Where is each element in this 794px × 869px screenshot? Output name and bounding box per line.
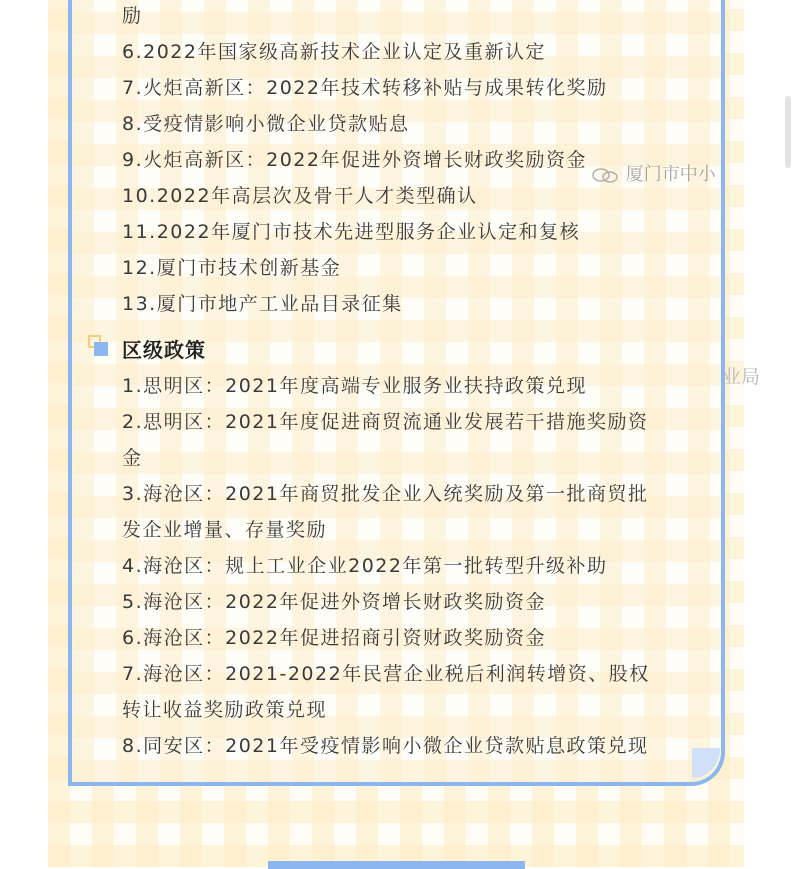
section-marker-icon [88, 335, 110, 357]
list-item: 4.海沧区：规上工业企业2022年第一批转型升级补助 [122, 555, 608, 577]
list-item: 6.2022年国家级高新技术企业认定及重新认定 [122, 41, 546, 63]
list-item: 励 [122, 5, 143, 27]
list-item: 6.海沧区：2022年促进招商引资财政奖励资金 [122, 627, 546, 649]
wechat-logo-icon [590, 166, 620, 184]
list-item: 10.2022年高层次及骨干人才类型确认 [122, 185, 478, 207]
list-item: 金 [122, 447, 143, 469]
list-item: 转让收益奖励政策兑现 [122, 699, 328, 721]
list-item: 发企业增量、存量奖励 [122, 519, 328, 541]
section-title: 区级政策 [122, 338, 206, 362]
scrollbar[interactable] [785, 96, 791, 168]
list-item: 7.火炬高新区：2022年技术转移补贴与成果转化奖励 [122, 77, 608, 99]
list-item: 2.思明区：2021年度促进商贸流通业发展若干措施奖励资 [122, 411, 649, 433]
list-item: 7.海沧区：2021-2022年民营企业税后利润转增资、股权 [122, 663, 650, 685]
list-item: 9.火炬高新区：2022年促进外资增长财政奖励资金 [122, 149, 587, 171]
list-item: 8.受疫情影响小微企业贷款贴息 [122, 113, 410, 135]
watermark-text: 厦门市中小 [625, 164, 716, 185]
list-item: 13.厦门市地产工业品目录征集 [122, 293, 403, 315]
list-item: 11.2022年厦门市技术先进型服务企业认定和复核 [122, 221, 581, 243]
adjacent-slide-text: 业局 [722, 366, 761, 388]
list-item: 5.海沧区：2022年促进外资增长财政奖励资金 [122, 591, 546, 613]
list-item: 8.同安区：2021年受疫情影响小微企业贷款贴息政策兑现 [122, 735, 649, 757]
list-item: 1.思明区：2021年度高端专业服务业扶持政策兑现 [122, 375, 587, 397]
list-item: 3.海沧区：2021年商贸批发企业入统奖励及第一批商贸批 [122, 483, 649, 505]
list-item: 12.厦门市技术创新基金 [122, 257, 342, 279]
next-section-bar [268, 861, 525, 869]
watermark [590, 160, 716, 186]
